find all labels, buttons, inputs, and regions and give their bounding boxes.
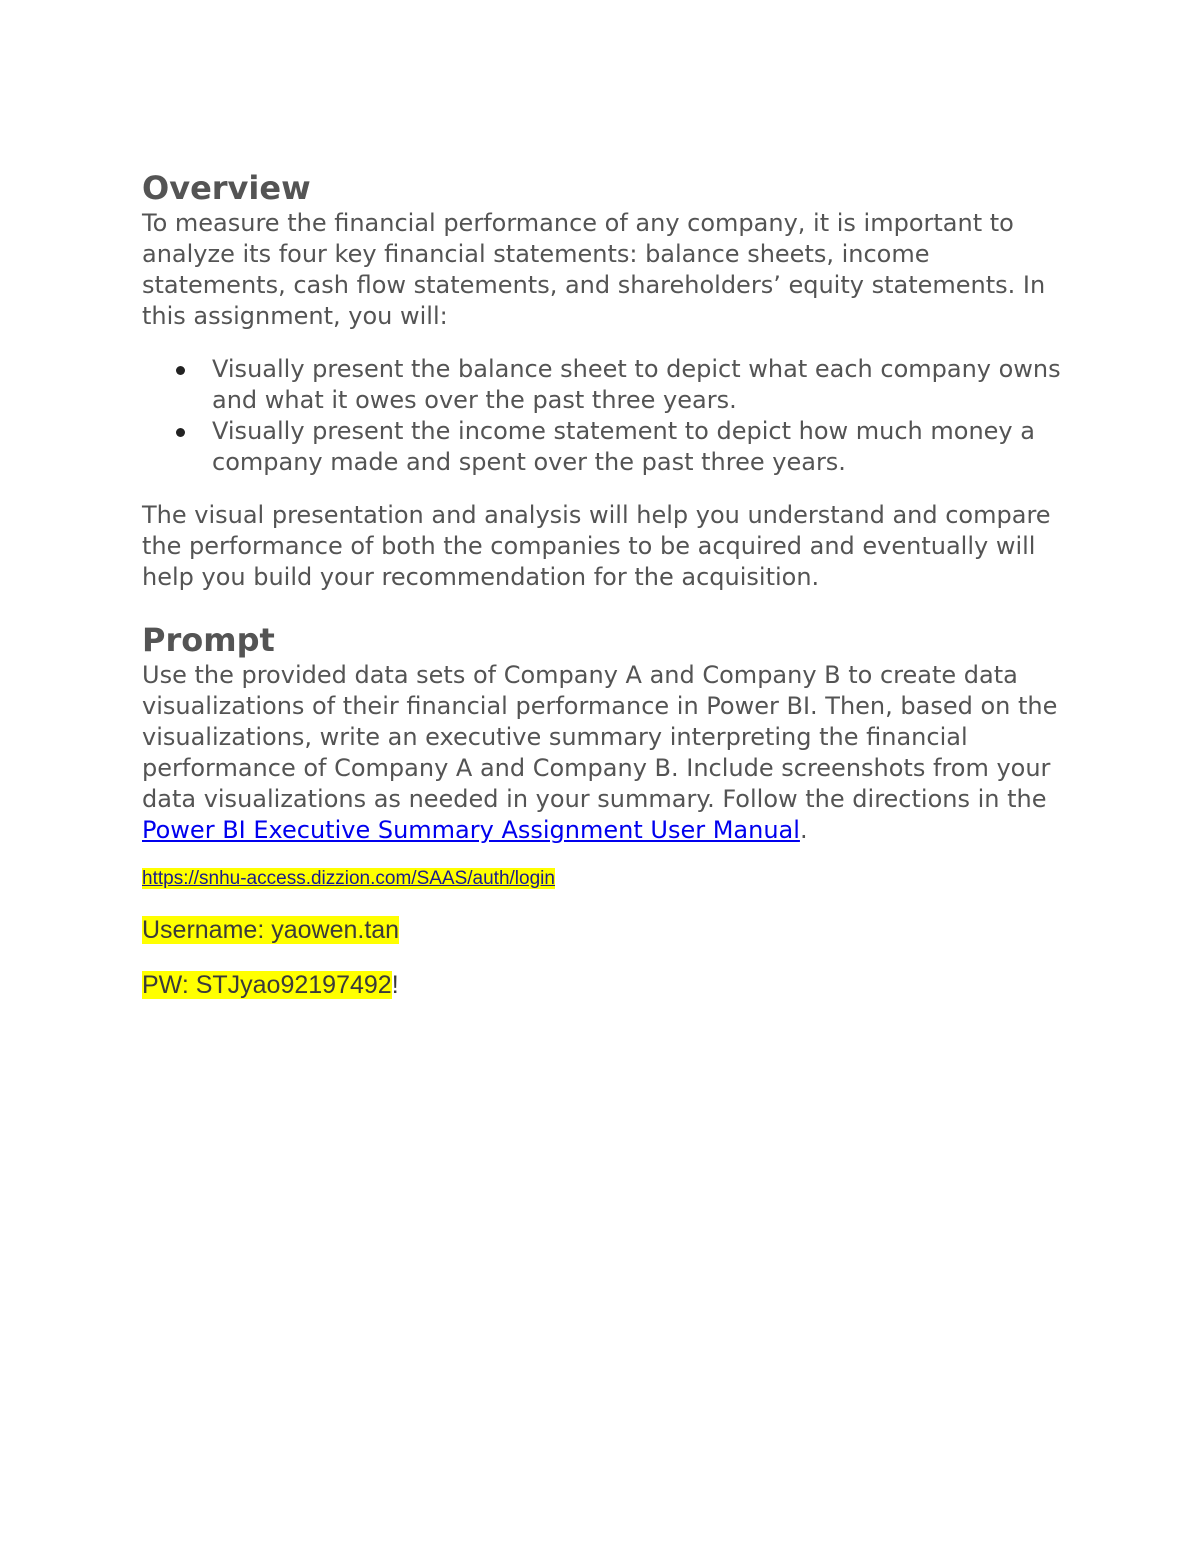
bullet-icon [176, 428, 185, 437]
prompt-heading: Prompt [142, 621, 275, 659]
prompt-paragraph [142, 660, 1072, 846]
list-item [142, 354, 1072, 416]
document-page [142, 168, 1072, 1024]
prompt-text: Use the provided data sets of Company A and Company B to create data visualizations of their financial performance in Power BI. Then, based on the visualizations, write an executive summary interpreting the financial performance of Company A and Company B. Include screenshots from your data visualizations as needed in your summary. Follow the directions in the [142, 661, 1058, 813]
bullet-text: Visually present the balance sheet to depict what each company owns and what it owes over the past three years. [212, 355, 1061, 414]
overview-heading: Overview [142, 169, 311, 207]
password-suffix: ! [391, 971, 399, 999]
list-item [142, 416, 1072, 478]
bullet-icon [176, 366, 185, 375]
bullet-list [142, 354, 1072, 478]
username-text: Username: yaowen.tan [142, 916, 400, 944]
prompt-text-end: . [799, 816, 808, 844]
password-line [142, 969, 1072, 1002]
bullet-text: Visually present the income statement to depict how much money a company made and spent over the past three years. [212, 417, 1035, 476]
login-url-line [142, 866, 1072, 892]
username-line [142, 914, 1072, 947]
overview-summary: The visual presentation and analysis will help you understand and compare the performance of both the companies to be acquired and eventually will help you build your recommendation for the acquisition. [142, 501, 1051, 591]
login-url-link[interactable]: https://snhu-access.dizzion.com/SAAS/auth/login [142, 868, 555, 889]
password-text: PW: STJyao92197492 [142, 971, 392, 999]
user-manual-link[interactable]: Power BI Executive Summary Assignment User Manual [142, 816, 800, 844]
overview-intro: To measure the financial performance of any company, it is important to analyze its four key financial statements: balance sheets, income statements, cash flow statements, and shareholders’ equity statements. In this assignment, you will: [142, 209, 1046, 330]
